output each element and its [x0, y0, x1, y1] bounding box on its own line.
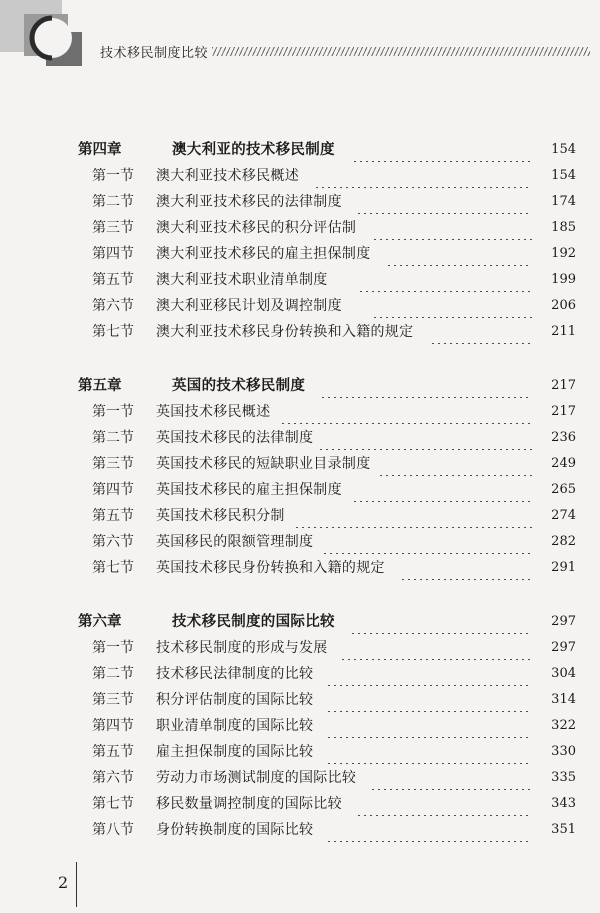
leader-dots — [372, 216, 532, 240]
section-number: 第六节 — [92, 770, 134, 786]
toc-section[interactable] — [0, 636, 600, 660]
page-ref: 154 — [551, 142, 576, 157]
toc-section[interactable] — [0, 818, 600, 842]
page-ref: 206 — [551, 298, 576, 313]
toc-section[interactable] — [0, 504, 600, 528]
page-ref: 217 — [551, 404, 576, 419]
leader-dots — [318, 426, 532, 450]
page-ref: 199 — [551, 272, 576, 287]
section-number: 第一节 — [92, 168, 134, 184]
page-ref: 154 — [551, 168, 576, 183]
leader-dots — [340, 636, 532, 660]
toc-section[interactable] — [0, 478, 600, 502]
section-number: 第二节 — [92, 194, 134, 210]
section-number: 第二节 — [92, 430, 134, 446]
toc-section[interactable] — [0, 294, 600, 318]
toc-section[interactable] — [0, 714, 600, 738]
page-ref: 217 — [551, 378, 576, 393]
page-ref: 274 — [551, 508, 576, 523]
section-number: 第七节 — [92, 796, 134, 812]
leader-dots — [386, 242, 532, 266]
toc-section[interactable] — [0, 400, 600, 424]
toc-section[interactable] — [0, 242, 600, 266]
section-title: 身份转换制度的国际比较 — [156, 822, 314, 838]
leader-dots — [358, 268, 532, 292]
section-title: 积分评估制度的国际比较 — [156, 692, 314, 708]
leader-dots — [372, 294, 532, 318]
page-ref: 297 — [551, 640, 576, 655]
section-number: 第六节 — [92, 534, 134, 550]
section-number: 第三节 — [92, 220, 134, 236]
toc-section[interactable] — [0, 792, 600, 816]
section-title: 技术移民制度的形成与发展 — [156, 640, 328, 656]
section-title: 澳大利亚技术移民身份转换和入籍的规定 — [156, 324, 414, 340]
toc-section[interactable] — [0, 216, 600, 240]
leader-dots — [350, 610, 532, 634]
header-hatch-divider — [212, 47, 590, 56]
leader-dots — [314, 164, 532, 188]
page-ref: 249 — [551, 456, 576, 471]
toc-section[interactable] — [0, 740, 600, 764]
page-ref: 304 — [551, 666, 576, 681]
chapter-title: 英国的技术移民制度 — [172, 378, 306, 394]
section-number: 第七节 — [92, 560, 134, 576]
leader-dots — [352, 138, 532, 162]
leader-dots — [352, 478, 532, 502]
toc-section[interactable] — [0, 164, 600, 188]
toc-section[interactable] — [0, 426, 600, 450]
page-ref: 211 — [551, 324, 576, 339]
page-ref: 351 — [551, 822, 576, 837]
leader-dots — [320, 374, 532, 398]
leader-dots — [322, 530, 532, 554]
chapter-title: 澳大利亚的技术移民制度 — [172, 142, 335, 158]
leader-dots — [430, 320, 532, 344]
section-title: 雇主担保制度的国际比较 — [156, 744, 314, 760]
page-ref: 174 — [551, 194, 576, 209]
page-ref: 330 — [551, 744, 576, 759]
section-title: 英国技术移民身份转换和入籍的规定 — [156, 560, 385, 576]
toc-section[interactable] — [0, 268, 600, 292]
leader-dots — [326, 818, 532, 842]
toc-section[interactable] — [0, 766, 600, 790]
section-number: 第七节 — [92, 324, 134, 340]
leader-dots — [326, 688, 532, 712]
chapter-number: 第四章 — [78, 142, 122, 158]
section-number: 第三节 — [92, 692, 134, 708]
page-ref: 335 — [551, 770, 576, 785]
chapter-title: 技术移民制度的国际比较 — [172, 614, 335, 630]
toc-chapter-6[interactable] — [0, 610, 600, 634]
toc-section[interactable] — [0, 320, 600, 344]
section-number: 第四节 — [92, 482, 134, 498]
leader-dots — [356, 792, 532, 816]
section-title: 技术移民法律制度的比较 — [156, 666, 314, 682]
leader-dots — [370, 766, 532, 790]
leader-dots — [378, 452, 532, 476]
page-ref: 265 — [551, 482, 576, 497]
toc-section[interactable] — [0, 190, 600, 214]
section-title: 澳大利亚技术移民的法律制度 — [156, 194, 342, 210]
leader-dots — [294, 504, 532, 528]
section-number: 第五节 — [92, 272, 134, 288]
toc-section[interactable] — [0, 530, 600, 554]
section-number: 第二节 — [92, 666, 134, 682]
section-title: 英国技术移民的短缺职业目录制度 — [156, 456, 371, 472]
section-title: 澳大利亚移民计划及调控制度 — [156, 298, 342, 314]
page-ref: 282 — [551, 534, 576, 549]
section-number: 第五节 — [92, 744, 134, 760]
chapter-number: 第六章 — [78, 614, 122, 630]
section-number: 第三节 — [92, 456, 134, 472]
section-title: 英国技术移民的法律制度 — [156, 430, 314, 446]
toc-section[interactable] — [0, 452, 600, 476]
toc-section[interactable] — [0, 662, 600, 686]
section-title: 移民数量调控制度的国际比较 — [156, 796, 342, 812]
page-ref: 185 — [551, 220, 576, 235]
leader-dots — [356, 190, 532, 214]
section-title: 澳大利亚技术移民概述 — [156, 168, 299, 184]
section-number: 第四节 — [92, 718, 134, 734]
section-title: 英国技术移民概述 — [156, 404, 271, 420]
section-title: 英国技术移民积分制 — [156, 508, 285, 524]
page-ref: 297 — [551, 614, 576, 629]
toc-chapter-4[interactable] — [0, 138, 600, 162]
page-ref: 291 — [551, 560, 576, 575]
section-title: 澳大利亚技术职业清单制度 — [156, 272, 328, 288]
section-number: 第八节 — [92, 822, 134, 838]
page-ref: 343 — [551, 796, 576, 811]
page-ref: 236 — [551, 430, 576, 445]
toc-section[interactable] — [0, 556, 600, 580]
section-title: 英国移民的限额管理制度 — [156, 534, 314, 550]
leader-dots — [326, 740, 532, 764]
leader-dots — [326, 714, 532, 738]
section-title: 职业清单制度的国际比较 — [156, 718, 314, 734]
section-number: 第一节 — [92, 640, 134, 656]
chapter-number: 第五章 — [78, 378, 122, 394]
footer-rule — [76, 862, 77, 907]
page-number: 2 — [58, 873, 69, 892]
page-ref: 192 — [551, 246, 576, 261]
section-title: 澳大利亚技术移民的雇主担保制度 — [156, 246, 371, 262]
toc-chapter-5[interactable] — [0, 374, 600, 398]
page-ref: 314 — [551, 692, 576, 707]
page-ref: 322 — [551, 718, 576, 733]
section-number: 第四节 — [92, 246, 134, 262]
section-number: 第六节 — [92, 298, 134, 314]
leader-dots — [326, 662, 532, 686]
section-number: 第一节 — [92, 404, 134, 420]
header-decoration-icon — [0, 0, 110, 90]
section-title: 澳大利亚技术移民的积分评估制 — [156, 220, 357, 236]
toc-section[interactable] — [0, 688, 600, 712]
leader-dots — [400, 556, 532, 580]
section-number: 第五节 — [92, 508, 134, 524]
section-title: 英国技术移民的雇主担保制度 — [156, 482, 342, 498]
section-title: 劳动力市场测试制度的国际比较 — [156, 770, 357, 786]
leader-dots — [280, 400, 532, 424]
running-title: 技术移民制度比较 — [100, 46, 209, 61]
